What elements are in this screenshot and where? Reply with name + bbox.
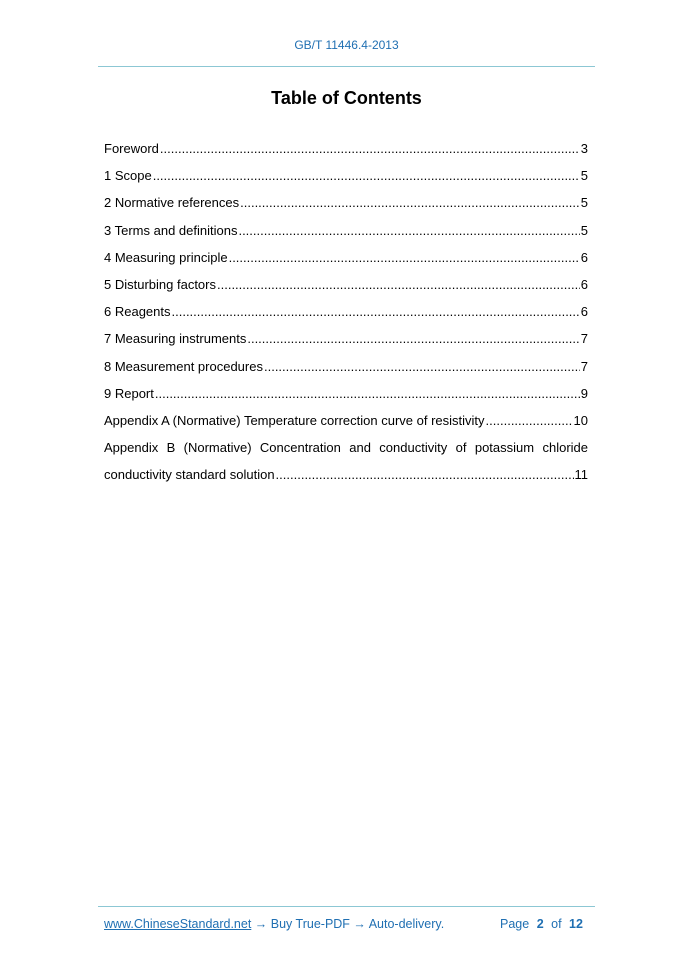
toc-entry-label: Appendix A (Normative) Temperature correction curve of resistivity bbox=[104, 412, 485, 428]
toc-entry-page: 6 bbox=[580, 276, 588, 292]
toc-leader-dots bbox=[264, 353, 580, 380]
toc-entry-foreword[interactable] bbox=[104, 135, 588, 162]
toc-leader-dots bbox=[153, 162, 580, 189]
toc-entry-label: 3 Terms and definitions bbox=[104, 222, 238, 238]
toc-entry-page: 11 bbox=[574, 467, 588, 483]
toc-entry-label: conductivity standard solution bbox=[104, 467, 275, 483]
toc-entry-measuring-instruments[interactable] bbox=[104, 325, 588, 352]
toc-title: Table of Contents bbox=[271, 88, 422, 108]
toc-entry-measuring-principle[interactable] bbox=[104, 244, 588, 271]
toc-entry-normative-references[interactable] bbox=[104, 189, 588, 216]
current-page-number: 2 bbox=[536, 917, 544, 931]
toc-entry-label: 6 Reagents bbox=[104, 304, 171, 320]
toc-entry-page: 5 bbox=[580, 195, 588, 211]
page-indicator bbox=[500, 917, 587, 931]
toc-entry-page: 5 bbox=[580, 168, 588, 184]
toc-leader-dots bbox=[155, 380, 580, 407]
toc-leader-dots bbox=[229, 244, 580, 271]
of-word: of bbox=[551, 917, 562, 931]
toc-entry-label: Foreword bbox=[104, 141, 159, 156]
toc-entry-page: 6 bbox=[580, 304, 588, 320]
toc-entry-label: Appendix B (Normative) Concentration and conductivity of potassium chloride bbox=[104, 440, 588, 456]
toc-entry-disturbing-factors[interactable] bbox=[104, 271, 588, 298]
toc-entry-label: 5 Disturbing factors bbox=[104, 276, 216, 292]
footer-tagline: → Buy True-PDF → Auto-delivery. bbox=[251, 917, 445, 931]
total-pages-number: 12 bbox=[569, 917, 583, 931]
toc-entry-label: 9 Report bbox=[104, 385, 154, 401]
toc-leader-dots bbox=[247, 325, 579, 352]
toc-entry-terms-definitions[interactable] bbox=[104, 217, 588, 244]
toc-entry-appendix-b-line2[interactable] bbox=[104, 461, 588, 488]
toc-entry-appendix-a[interactable] bbox=[104, 407, 588, 434]
footer-divider bbox=[98, 906, 595, 907]
toc-entry-appendix-b-line1[interactable] bbox=[104, 434, 588, 461]
toc-entry-reagents[interactable] bbox=[104, 298, 588, 325]
toc-leader-dots bbox=[486, 407, 573, 434]
toc-entry-label: 4 Measuring principle bbox=[104, 249, 228, 265]
toc-entry-scope[interactable] bbox=[104, 162, 588, 189]
toc-entry-label: 1 Scope bbox=[104, 168, 152, 184]
toc-entry-page: 7 bbox=[580, 358, 588, 374]
toc-leader-dots bbox=[238, 217, 579, 244]
toc-leader-dots bbox=[217, 271, 580, 298]
toc-leader-dots bbox=[172, 298, 580, 325]
toc-entry-page: 3 bbox=[580, 141, 588, 156]
toc-entry-page: 9 bbox=[580, 385, 588, 401]
toc-leader-dots bbox=[240, 189, 580, 216]
toc-entry-report[interactable] bbox=[104, 380, 588, 407]
page-word: Page bbox=[500, 917, 530, 931]
toc-entry-page: 6 bbox=[580, 249, 588, 265]
toc-entry-page: 5 bbox=[580, 222, 588, 238]
site-link[interactable]: www.ChineseStandard.net bbox=[104, 917, 252, 931]
footer-promo bbox=[104, 917, 444, 931]
toc-entry-label: 8 Measurement procedures bbox=[104, 358, 263, 374]
toc-leader-dots bbox=[160, 135, 580, 162]
table-of-contents bbox=[104, 135, 588, 488]
toc-entry-page: 10 bbox=[573, 412, 588, 428]
toc-entry-label: 7 Measuring instruments bbox=[104, 331, 247, 347]
toc-leader-dots bbox=[276, 461, 574, 488]
running-header: GB/T 11446.4-2013 bbox=[294, 38, 399, 52]
toc-entry-measurement-procedures[interactable] bbox=[104, 353, 588, 380]
toc-entry-page: 7 bbox=[580, 331, 588, 347]
toc-entry-label: 2 Normative references bbox=[104, 195, 240, 211]
header-divider bbox=[98, 66, 595, 67]
